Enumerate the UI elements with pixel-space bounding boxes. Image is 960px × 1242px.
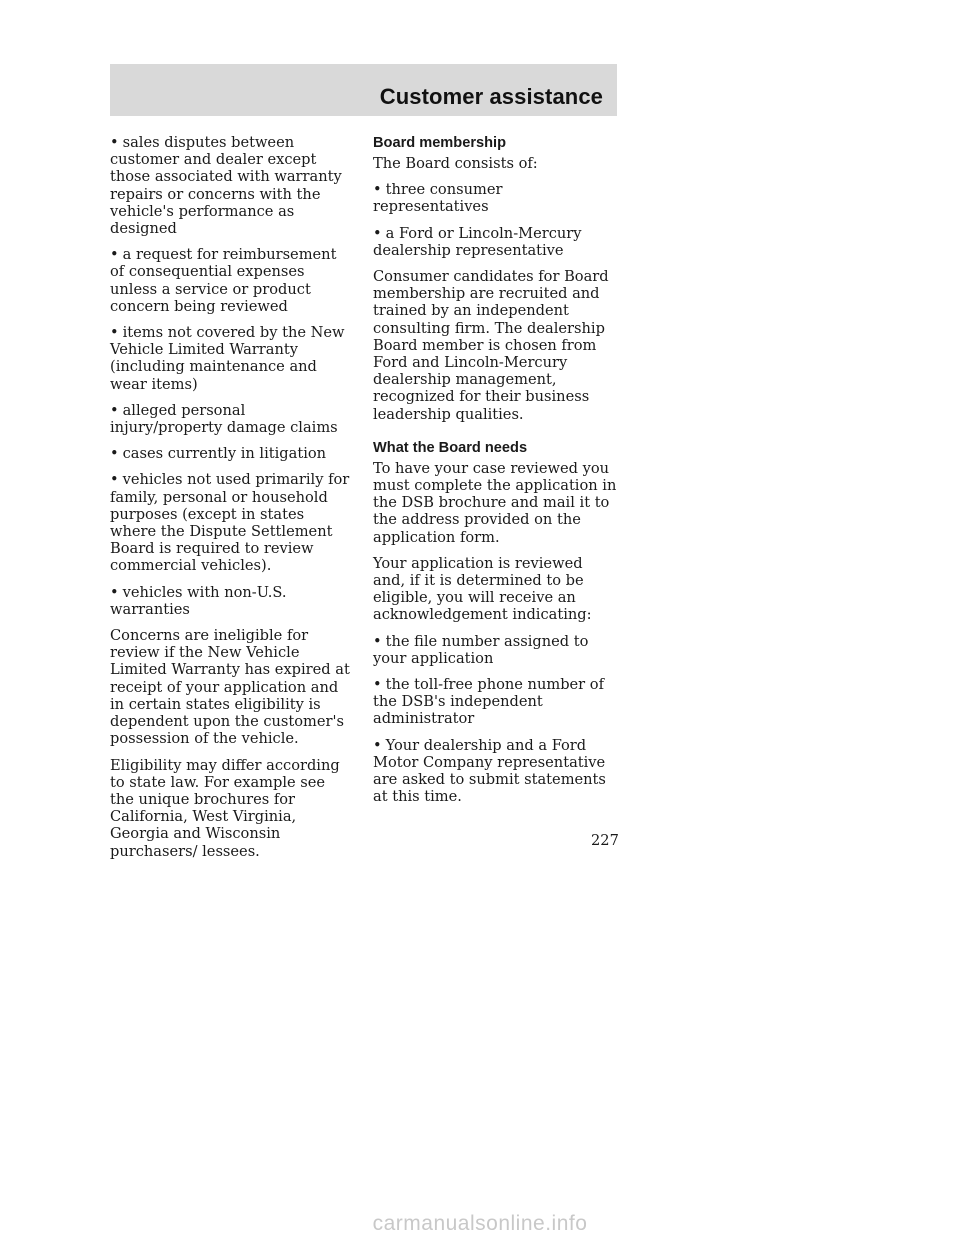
body-paragraph: Consumer candidates for Board membership are recruited and trained by an independent consulting firm. The dealership Board member is chosen from Ford and Lincoln-Mercury dealership management, recognized for their business leadership qualities. <box>373 268 609 423</box>
right-column <box>373 134 619 815</box>
list-item: • alleged personal injury/property damage claims <box>110 401 338 437</box>
body-paragraph: Eligibility may differ according to state law. For example see the unique brochures for California, West Virginia, Georgia and Wisconsin purchasers/ lessees. <box>110 756 340 860</box>
section-heading-board-needs: What the Board needs <box>373 439 528 456</box>
bullet-icon: • <box>110 445 119 463</box>
body-paragraph: Your application is reviewed and, if it is determined to be eligible, you will receive an acknowledgement indicating: <box>373 554 592 624</box>
section-heading-board-membership: Board membership <box>373 135 506 151</box>
page-number: 227 <box>591 832 619 849</box>
page-title: Customer assistance <box>379 84 603 109</box>
list-item: • items not covered by the New Vehicle Limited Warranty (including maintenance and wear items) <box>110 324 345 393</box>
left-column <box>110 134 352 869</box>
list-item: • Your dealership and a Ford Motor Company representative are asked to submit statements at this time. <box>373 736 606 806</box>
bullet-icon: • <box>110 471 119 489</box>
bullet-icon: • <box>373 632 382 650</box>
list-item: • vehicles not used primarily for family, personal or household purposes (except in states where the Dispute Settlement Board is required to review commercial vehicles). <box>110 471 350 575</box>
list-item: • a Ford or Lincoln-Mercury dealership representative <box>373 224 582 259</box>
list-item: • vehicles with non-U.S. warranties <box>110 583 287 618</box>
list-item: • the toll-free phone number of the DSB's independent administrator <box>373 676 604 728</box>
body-paragraph: To have your case reviewed you must complete the application in the DSB brochure and mail it to the address provided on the application form. <box>373 459 617 546</box>
list-item: • three consumer representatives <box>373 181 503 216</box>
bullet-icon: • <box>373 181 382 199</box>
list-item: • a request for reimbursement of consequential expenses unless a service or product concern being reviewed <box>110 246 337 315</box>
bullet-icon: • <box>373 224 382 242</box>
bullet-icon: • <box>110 401 119 419</box>
bullet-icon: • <box>110 583 119 601</box>
bullet-icon: • <box>110 134 119 151</box>
watermark: carmanualsonline.info <box>372 1212 588 1235</box>
bullet-icon: • <box>110 324 119 342</box>
header-band <box>110 64 617 116</box>
body-paragraph: Concerns are ineligible for review if the New Vehicle Limited Warranty has expired at receipt of your application and in certain states eligibility is dependent upon the customer's possession of the vehicle. <box>110 627 350 748</box>
body-paragraph: The Board consists of: <box>373 155 538 172</box>
list-item: • cases currently in litigation <box>110 445 327 463</box>
list-item: • sales disputes between customer and dealer except those associated with warranty repairs or concerns with the vehicle's performance as designed <box>110 134 342 238</box>
list-item: • the file number assigned to your application <box>373 632 589 667</box>
bullet-icon: • <box>110 246 119 264</box>
bullet-icon: • <box>373 736 382 754</box>
bullet-icon: • <box>373 676 382 694</box>
